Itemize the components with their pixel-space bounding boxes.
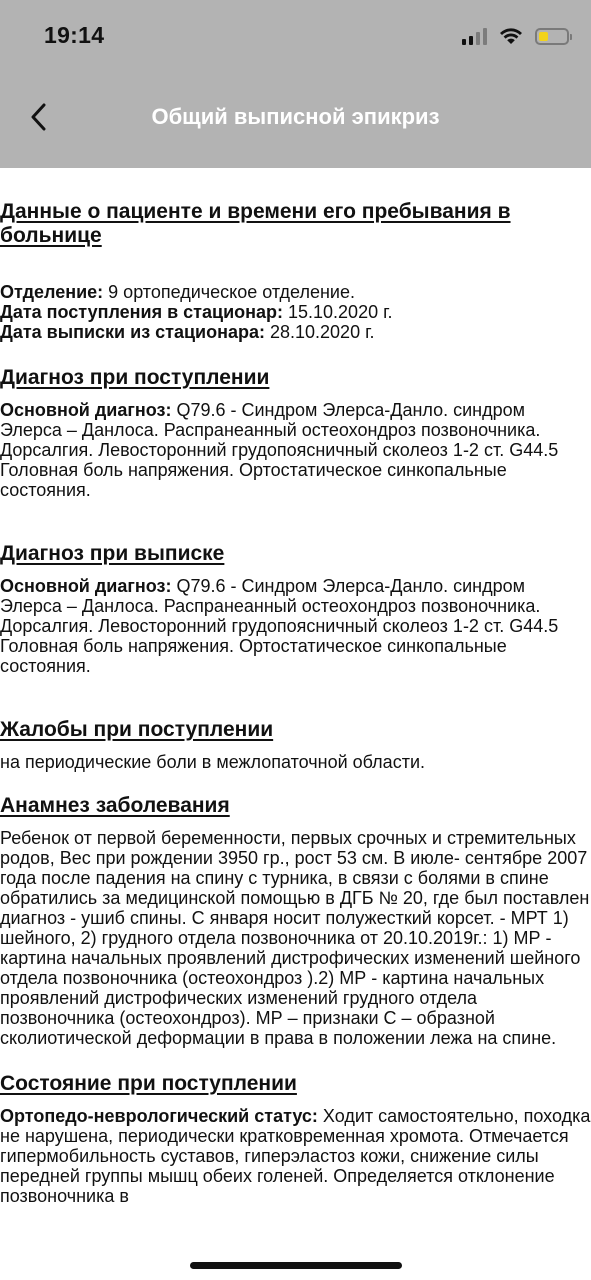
discharge-diagnosis-label: Основной диагноз: — [0, 576, 172, 596]
admission-diagnosis-value: Q79.6 - Синдром Элерса-Данло. синдром Элерса – Данлоса. Распранеанный остеохондроз позвоночника. Дорсалгия. Левосторонний грудопоясничный сколеоз 1-2 ст. G44.5 Головная боль напряжения. Ортостатическое синкопальные состояния. — [0, 400, 559, 500]
battery-level — [539, 32, 548, 41]
signal-icon — [462, 27, 487, 45]
admission-diagnosis-label: Основной диагноз: — [0, 400, 172, 420]
admission-diagnosis-text — [0, 400, 591, 500]
discharge-diagnosis-value: Q79.6 - Синдром Элерса-Данло. синдром Элерса – Данлоса. Распранеанный остеохондроз позвоночника. Дорсалгия. Левосторонний грудопоясничный сколеоз 1-2 ст. G44.5 Головная боль напряжения. Ортостатическое синкопальные состояния. — [0, 576, 559, 676]
admission-state-label: Ортопедо-неврологический статус: — [0, 1106, 318, 1126]
status-icons — [462, 24, 569, 48]
admission-diagnosis-title: Диагноз при поступлении — [0, 366, 270, 389]
anamnesis-text: Ребенок от первой беременности, первых срочных и стремительных родов, Вес при рождении 3950 гр., рост 53 см. В июле- сентябре 2007 года после падения на спину с турника, в связи с болями в спине обратились за медицинской помощью в ДГБ № 20, где был поставлен диагноз - ушиб спины. С января носит полужесткий корсет. - МРТ 1) шейного, 2) грудного отдела позвоночника от 20.10.2019г.: 1) МР - картина начальных проявлений дистрофических изменений шейного отдела позвоночника (остеохондроз ).2) МР - картина начальных проявлений дистрофических изменений грудного отдела позвоночника (остеохондроз). МР – признаки С – образной сколиотической деформации в права в положении лежа на спине. — [0, 828, 590, 1048]
nav-bar — [0, 92, 591, 142]
epicrisis-content — [0, 200, 591, 1206]
battery-icon — [535, 28, 569, 45]
discharge-date-field — [0, 322, 591, 342]
admission-state-value: Ходит самостоятельно, походка не нарушена, периодически кратковременная хромота. Отмечается гипермобильность суставов, гиперэластоз кожи, снижение силы передней группы мышц обеих голеней. Определяется отклонение позвоночника в — [0, 1106, 591, 1206]
back-button[interactable] — [18, 96, 58, 138]
status-time: 19:14 — [44, 22, 105, 48]
discharge-diagnosis-text — [0, 576, 591, 676]
app-header — [0, 0, 591, 168]
wifi-icon — [499, 27, 523, 45]
discharge-date-value: 28.10.2020 г. — [264, 322, 375, 342]
admission-state-text — [0, 1106, 591, 1206]
anamnesis-title: Анамнез заболевания — [0, 794, 230, 817]
chevron-left-icon — [29, 102, 47, 132]
admission-date-label: Дата поступления в стационар: — [0, 302, 283, 322]
admission-state-title: Состояние при поступлении — [0, 1072, 297, 1095]
complaints-text: на периодические боли в межлопаточной области. — [0, 752, 425, 772]
discharge-date-label: Дата выписки из стационара: — [0, 322, 265, 342]
discharge-diagnosis-title: Диагноз при выписке — [0, 542, 225, 565]
status-bar — [0, 0, 591, 72]
page-title: Общий выписной эпикриз — [151, 104, 440, 129]
department-value: 9 ортопедическое отделение. — [103, 282, 355, 302]
department-field — [0, 282, 591, 302]
admission-date-value: 15.10.2020 г. — [283, 302, 393, 322]
home-indicator[interactable] — [190, 1262, 402, 1269]
admission-date-field — [0, 302, 591, 322]
complaints-title: Жалобы при поступлении — [0, 718, 274, 741]
patient-section-title: Данные о пациенте и времени его пребывания в больнице — [0, 200, 511, 247]
department-label: Отделение: — [0, 282, 104, 302]
